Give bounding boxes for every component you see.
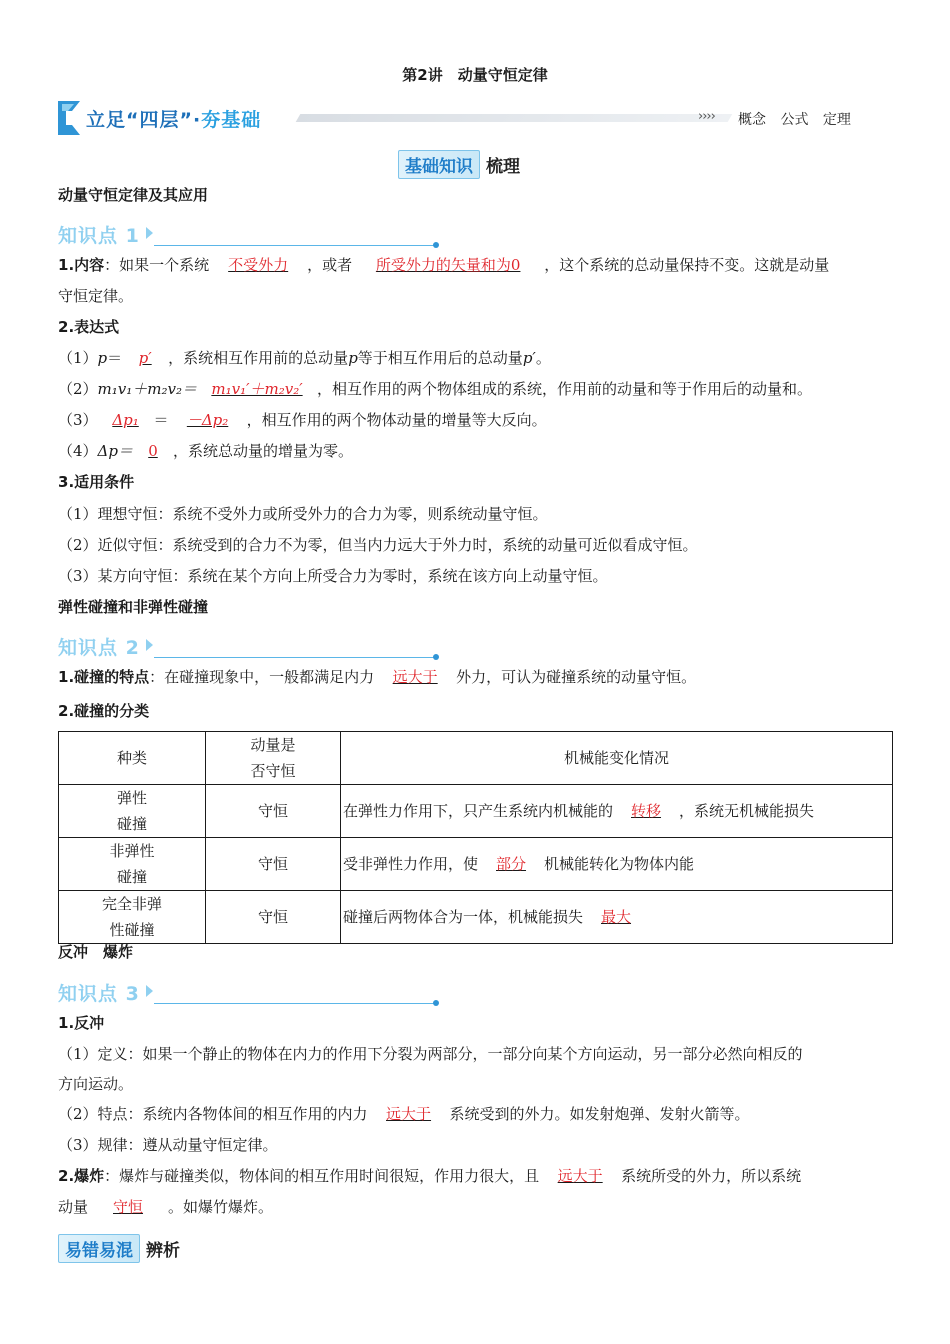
expression: Δp＝ (97, 442, 133, 460)
mistakes-tag-boxed: 易错易混 (58, 1234, 140, 1263)
knowledge-point-1 (58, 221, 443, 249)
condition-2: （2）近似守恒：系统受到的合力不为零，但当内力远大于外力时，系统的动量可近似看成守恒。 (58, 536, 698, 554)
text: ，系统总动量的增量为零。 (172, 442, 353, 460)
energy-cell (341, 785, 893, 838)
condition-3: （3）某方向守恒：系统在某个方向上所受合力为零时，系统在该方向上动量守恒。 (58, 567, 608, 585)
text: （4） (58, 442, 98, 460)
answer-blank: 转移 (631, 802, 662, 820)
collision-table (58, 731, 893, 944)
table-header-row (59, 732, 893, 785)
knowledge-point-2 (58, 633, 443, 661)
text: 碰撞后两物体合为一体，机械能损失 (343, 908, 584, 926)
answer-blank: 远大于 (386, 1105, 432, 1123)
content-item-2: 2.表达式 (58, 318, 120, 336)
conserved-cell: 守恒 (206, 891, 341, 944)
kind-a: 完全非弹 (101, 895, 162, 913)
kind-b: 碰撞 (116, 815, 147, 833)
text: ，或者 (307, 256, 353, 274)
recoil-feature (58, 1102, 898, 1126)
explosion-item: 2.爆炸：爆炸与碰撞类似，物体间的相互作用时间很短，作用力很大，且 远大于 系统所受的外力，所以系统 (58, 1164, 898, 1188)
kp-arrow-icon (146, 639, 153, 651)
collision-item-1: 1.碰撞的特点：在碰撞现象中，一般都满足内力 远大于 外力，可认为碰撞系统的动量守恒。 (58, 665, 898, 689)
section-heading-3: 反冲 爆炸 (58, 943, 134, 961)
item-number: 2 (58, 1167, 69, 1185)
text: ：在碰撞现象中，一般都满足内力 (149, 668, 375, 686)
banner-bar (296, 114, 733, 122)
text: 机械能转化为物体内能 (544, 855, 695, 873)
text: 。 (535, 349, 551, 367)
conserved-cell: 守恒 (206, 838, 341, 891)
kp-line (154, 245, 436, 246)
header-kind: 种类 (59, 732, 206, 785)
energy-cell (341, 838, 893, 891)
kp-label: 知识点 1 (58, 225, 140, 247)
kind-b: 碰撞 (116, 868, 147, 886)
text: （3） (58, 411, 98, 429)
answer-blank: 远大于 (557, 1167, 603, 1185)
answer-blank: 不受外力 (228, 256, 289, 274)
section-heading-1: 动量守恒定律及其应用 (58, 186, 209, 204)
text: ：爆炸与碰撞类似，物体间的相互作用时间很短，作用力很大，且 (104, 1167, 540, 1185)
text: 系统所受的外力，所以系统 (621, 1167, 802, 1185)
text: 系统受到的外力。如发射炮弹、发射火箭等。 (449, 1105, 750, 1123)
recoil-definition: （1）定义：如果一个静止的物体在内力的作用下分裂为两部分，一部分向某个方向运动，另一部分必然向相反的 (58, 1045, 803, 1063)
basics-tag-plain: 梳理 (486, 157, 520, 177)
text: 在弹性力作用下，只产生系统内机械能的 (343, 802, 614, 820)
text: ＝ (107, 349, 123, 367)
text: （2）特点：系统内各物体间的相互作用的内力 (58, 1105, 368, 1123)
expression-3 (58, 408, 898, 432)
header-energy: 机械能变化情况 (341, 732, 893, 785)
text: （1） (58, 349, 98, 367)
text: ＝ (153, 411, 169, 429)
table-row (59, 891, 893, 944)
banner-title-b: 夯基础 (201, 109, 262, 131)
kind-a: 弹性 (116, 789, 147, 807)
mistakes-tag (58, 1234, 180, 1263)
text: 等于相互作用后的总动量 (357, 349, 523, 367)
item-label: 爆炸 (74, 1167, 105, 1185)
energy-cell (341, 891, 893, 944)
text: ，系统无机械能损失 (679, 802, 815, 820)
item-number: 1 (58, 668, 69, 686)
symbol: p′ (522, 349, 536, 367)
header-conserved (206, 732, 341, 785)
item-label: 反冲 (74, 1014, 105, 1032)
answer-blank: 最大 (601, 908, 632, 926)
text: 受非弹性力作用，使 (343, 855, 479, 873)
kind-b: 性碰撞 (109, 921, 155, 939)
banner-tags: 概念 公式 定理 (738, 112, 851, 128)
kp-arrow-icon (146, 985, 153, 997)
item-label: 碰撞的特点 (74, 668, 150, 686)
item-label: 适用条件 (74, 473, 135, 491)
recoil-definition-cont: 方向运动。 (58, 1075, 134, 1093)
kp-dot-icon (433, 242, 439, 248)
kp-label: 知识点 3 (58, 983, 140, 1005)
header-conserved-a: 动量是 (250, 736, 296, 754)
mistakes-tag-plain: 辨析 (146, 1241, 180, 1261)
content-item-1: 1.内容：如果一个系统 不受外力 ，或者 所受外力的矢量和为0 ，这个系统的总动量保持不变。这就是动量 (58, 253, 898, 277)
text: 。如爆竹爆炸。 (168, 1198, 274, 1216)
section-banner (58, 101, 858, 135)
text: ，系统相互作用前的总动量 (168, 349, 349, 367)
text: ，相互作用的两个物体组成的系统，作用前的动量和等于作用后的动量和。 (317, 380, 813, 398)
answer-blank: 0 (148, 442, 158, 460)
kp-line (154, 657, 436, 658)
item-number: 1 (58, 1014, 69, 1032)
collision-item-2: 2.碰撞的分类 (58, 702, 150, 720)
answer-blank: 远大于 (392, 668, 438, 686)
banner-title (86, 105, 261, 132)
table-row (59, 785, 893, 838)
expression-1 (58, 346, 898, 370)
basics-tag-boxed: 基础知识 (398, 150, 480, 179)
table-row (59, 838, 893, 891)
answer-blank: 部分 (496, 855, 527, 873)
kp-dot-icon (433, 1000, 439, 1006)
answer-blank: 守恒 (113, 1198, 144, 1216)
answer-blank: p′ (138, 349, 152, 367)
symbol: p (97, 349, 108, 367)
knowledge-point-3 (58, 979, 443, 1007)
recoil-item: 1.反冲 (58, 1014, 105, 1032)
kind-cell (59, 891, 206, 944)
expression-4 (58, 439, 898, 463)
item-number: 2 (58, 702, 69, 720)
text: 外力，可认为碰撞系统的动量守恒。 (456, 668, 697, 686)
item-number: 3 (58, 473, 69, 491)
kind-cell (59, 785, 206, 838)
item-label: 表达式 (74, 318, 120, 336)
text: 动量 (58, 1198, 89, 1216)
header-conserved-b: 否守恒 (250, 762, 296, 780)
kp-dot-icon (433, 654, 439, 660)
page-title: 第2讲 动量守恒定律 (402, 66, 548, 84)
kp-arrow-icon (146, 227, 153, 239)
content-item-3: 3.适用条件 (58, 473, 135, 491)
answer-blank: m₁v₁′＋m₂v₂′ (211, 380, 303, 398)
kp-label: 知识点 2 (58, 637, 140, 659)
text: ，这个系统的总动量保持不变。这就是动量 (544, 256, 830, 274)
content-line: 守恒定律。 (58, 287, 134, 305)
answer-blank: －Δp₂ (186, 411, 229, 429)
text: ，相互作用的两个物体动量的增量等大反向。 (246, 411, 547, 429)
item-label: 内容 (74, 256, 105, 274)
answer-blank: Δp₁ (112, 411, 139, 429)
text: ：如果一个系统 (104, 256, 210, 274)
banner-arrows: ›››› (698, 109, 715, 124)
item-number: 1 (58, 256, 69, 274)
explosion-item-cont (58, 1195, 898, 1219)
kind-a: 非弹性 (109, 842, 155, 860)
conserved-cell: 守恒 (206, 785, 341, 838)
text: （2） (58, 380, 98, 398)
expression: m₁v₁＋m₂v₂＝ (97, 380, 197, 398)
kind-cell (59, 838, 206, 891)
symbol: p (348, 349, 358, 367)
section-heading-2: 弹性碰撞和非弹性碰撞 (58, 598, 209, 616)
expression-2 (58, 377, 898, 401)
answer-blank: 所受外力的矢量和为0 (375, 256, 521, 274)
basics-tag (398, 150, 520, 179)
recoil-rule: （3）规律：遵从动量守恒定律。 (58, 1136, 278, 1154)
banner-title-a: 立足“四层”· (86, 109, 202, 131)
condition-1: （1）理想守恒：系统不受外力或所受外力的合力为零，则系统动量守恒。 (58, 505, 548, 523)
kp-line (154, 1003, 436, 1004)
item-label: 碰撞的分类 (74, 702, 150, 720)
item-number: 2 (58, 318, 69, 336)
